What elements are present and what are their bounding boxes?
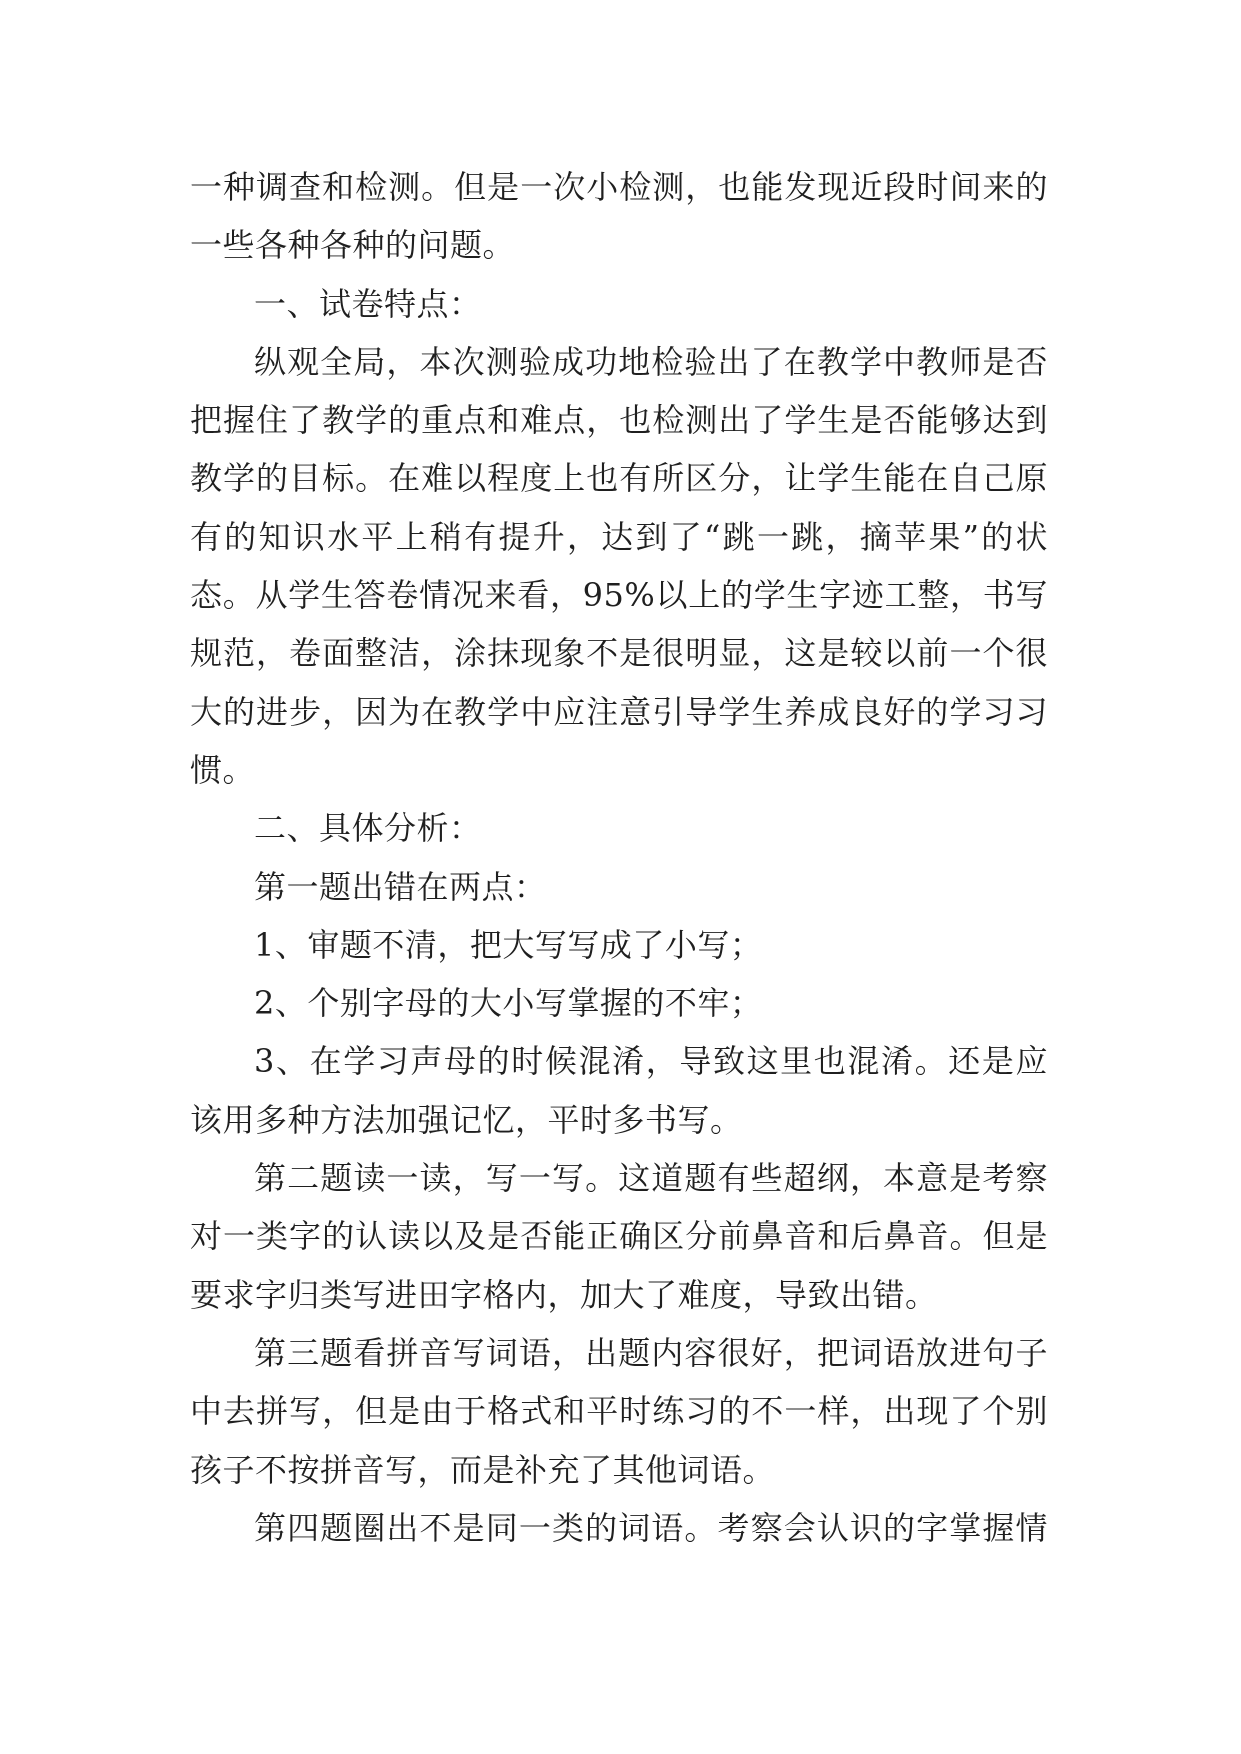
text-line: 中去拼写，但是由于格式和平时练习的不一样，出现了个别 bbox=[190, 1392, 1048, 1431]
text-line: 对一类字的认读以及是否能正确区分前鼻音和后鼻音。但是 bbox=[190, 1217, 1048, 1256]
text-line: 第三题看拼音写词语，出题内容很好，把词语放进句子 bbox=[254, 1333, 1048, 1372]
text-line: 教学的目标。在难以程度上也有所区分，让学生能在自己原 bbox=[190, 459, 1048, 498]
text-line: 有的知识水平上稍有提升，达到了“跳一跳，摘苹果”的状 bbox=[190, 517, 1048, 556]
text-line: 2、个别字母的大小写掌握的不牢； bbox=[254, 984, 763, 1023]
text-line: 二、具体分析： bbox=[254, 809, 482, 848]
text-line: 第四题圈出不是同一类的词语。考察会认识的字掌握情 bbox=[254, 1508, 1048, 1547]
text-line: 该用多种方法加强记忆，平时多书写。 bbox=[190, 1100, 743, 1139]
text-line: 一种调查和检测。但是一次小检测，也能发现近段时间来的 bbox=[190, 168, 1048, 206]
text-line: 把握住了教学的重点和难点，也检测出了学生是否能够达到 bbox=[190, 401, 1048, 440]
text-line: 1、审题不清，把大写写成了小写； bbox=[254, 925, 763, 964]
text-line: 第二题读一读，写一写。这道题有些超纲，本意是考察 bbox=[254, 1159, 1048, 1198]
text-line: 惯。 bbox=[190, 750, 256, 789]
text-line: 孩子不按拼音写，而是补充了其他词语。 bbox=[190, 1450, 776, 1489]
text-line: 3、在学习声母的时候混淆，导致这里也混淆。还是应 bbox=[254, 1042, 1048, 1081]
text-line: 规范，卷面整洁，涂抹现象不是很明显，这是较以前一个很 bbox=[190, 634, 1048, 673]
document-body bbox=[190, 158, 1048, 1557]
text-line: 要求字归类写进田字格内，加大了难度，导致出错。 bbox=[190, 1275, 938, 1314]
text-line: 大的进步，因为在教学中应注意引导学生养成良好的学习习 bbox=[190, 692, 1048, 731]
text-line: 纵观全局，本次测验成功地检验出了在教学中教师是否 bbox=[254, 342, 1048, 381]
text-line: 第一题出错在两点： bbox=[254, 867, 547, 906]
text-line: 一、试卷特点： bbox=[254, 284, 482, 323]
text-line: 一些各种各种的问题。 bbox=[190, 226, 516, 265]
text-line: 态。从学生答卷情况来看，95%以上的学生字迹工整，书写 bbox=[190, 576, 1048, 615]
